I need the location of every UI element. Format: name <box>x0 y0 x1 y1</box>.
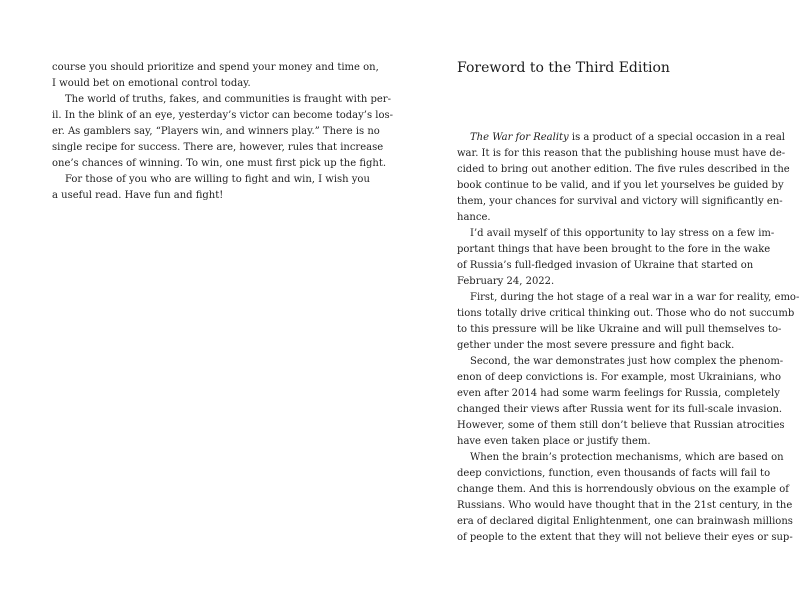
body-text-line: era of declared digital Enlightenment, one can brainwash millions <box>457 516 793 527</box>
body-text-line: of Russia’s full-fledged invasion of Ukraine that started on <box>457 260 754 271</box>
body-text-line: war. It is for this reason that the publishing house must have de- <box>457 148 786 159</box>
body-text-line: to this pressure will be like Ukraine and will pull themselves to- <box>457 324 782 335</box>
body-text-line: I’d avail myself of this opportunity to lay stress on a few im- <box>470 228 775 239</box>
body-text-line: book continue to be valid, and if you let yourselves be guided by <box>457 180 784 191</box>
book-title-italic: The War for Reality <box>470 132 569 143</box>
body-text-line: even after 2014 had some warm feelings for Russia, completely <box>457 388 780 399</box>
body-text-line: deep convictions, function, even thousands of facts will fail to <box>457 468 771 479</box>
body-text-line: portant things that have been brought to the fore in the wake <box>457 244 771 255</box>
body-text-line: gether under the most severe pressure and fight back. <box>457 340 735 351</box>
body-text-line: The world of truths, fakes, and communities is fraught with per- <box>65 94 391 105</box>
body-text-line: cided to bring out another edition. The five rules described in the <box>457 164 790 175</box>
body-text-line: However, some of them still don’t believe that Russian atrocities <box>457 420 785 431</box>
body-text-line: For those of you who are willing to fight and win, I wish you <box>65 174 370 185</box>
body-text-line: er. As gamblers say, “Players win, and winners play.” There is no <box>52 126 380 137</box>
body-text-line: I would bet on emotional control today. <box>52 78 251 89</box>
body-text-line: of people to the extent that they will not believe their eyes or sup- <box>457 532 793 543</box>
body-text-line: have even taken place or justify them. <box>457 436 651 447</box>
body-text-line <box>457 130 785 146</box>
body-text-line: il. In the blink of an eye, yesterday’s victor can become today’s los- <box>52 110 394 121</box>
body-text-line: When the brain’s protection mechanisms, which are based on <box>470 452 784 463</box>
body-text-line: a useful read. Have fun and fight! <box>52 190 224 201</box>
body-text-span: is a product of a special occasion in a real <box>568 132 785 143</box>
left-page <box>52 0 394 600</box>
body-text-line: hance. <box>457 212 491 223</box>
body-text-line: them, your chances for survival and victory will significantly en- <box>457 196 783 207</box>
body-text-line: one’s chances of winning. To win, one must first pick up the fight. <box>52 158 387 169</box>
body-text-line: change them. And this is horrendously obvious on the example of <box>457 484 789 495</box>
body-text-line: enon of deep convictions is. For example, most Ukrainians, who <box>457 372 781 383</box>
body-text-line: First, during the hot stage of a real war in a war for reality, emo- <box>470 292 800 303</box>
body-text-line: tions totally drive critical thinking out. Those who do not succumb <box>457 308 795 319</box>
body-text-line: single recipe for success. There are, however, rules that increase <box>52 142 384 153</box>
right-page <box>457 0 800 600</box>
body-text-line: course you should prioritize and spend your money and time on, <box>52 62 379 73</box>
body-text-line: Russians. Who would have thought that in the 21st century, in the <box>457 500 793 511</box>
body-text-line: February 24, 2022. <box>457 276 555 287</box>
body-text-line: Second, the war demonstrates just how complex the phenom- <box>470 356 784 367</box>
body-text-line: changed their views after Russia went for its full-scale invasion. <box>457 404 783 415</box>
chapter-title: Foreword to the Third Edition <box>457 60 670 76</box>
